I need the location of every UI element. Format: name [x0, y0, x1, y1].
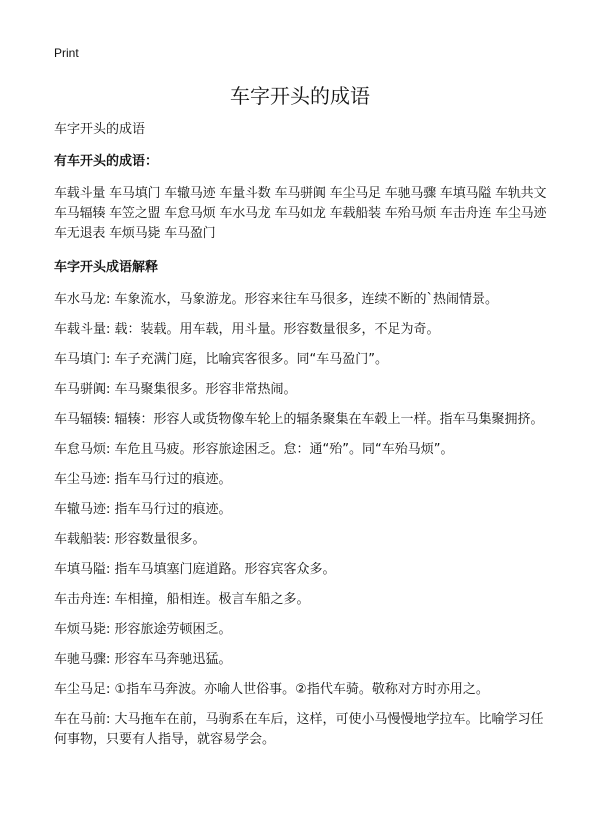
idiom-list-heading: 有车开头的成语： [54, 154, 159, 169]
explanation-entry: 车水马龙: 车象流水，马象游龙。形容来往车马很多，连续不断的`热闹情景。 [54, 292, 499, 307]
idiom-list: 车载斗量 车马填门 车辙马迹 车量斗数 车马骈阗 车尘马足 车驰马骤 车填马隘 车轨共文 车马辐辏 车笠之盟 车怠马烦 车水马龙 车马如龙 车载船装 车殆马烦 车击舟连 车尘马迹 车无退表 车烦马毙 车马盈门 [54, 186, 547, 241]
explanation-entry: 车马辐辏: 辐辏：形容人或货物像车轮上的辐条聚集在车毂上一样。指车马集聚拥挤。 [54, 412, 544, 427]
explanation-entry: 车烦马毙: 形容旅途劳顿困乏。 [54, 622, 232, 637]
page-title: 车字开头的成语 [230, 84, 370, 108]
print-label: Print [54, 46, 79, 60]
document-subtitle: 车字开头的成语 [54, 122, 146, 137]
explanation-heading: 车字开头成语解释 [54, 260, 159, 275]
document-body [54, 120, 550, 760]
explanation-entry: 车驰马骤: 形容车马奔驰迅猛。 [54, 652, 232, 667]
explanation-entry: 车辙马迹: 指车马行过的痕迹。 [54, 502, 232, 517]
explanation-entry: 车填马隘: 指车马填塞门庭道路。形容宾客众多。 [54, 562, 336, 577]
explanation-entry: 车马填门: 车子充满门庭，比喻宾客很多。同“车马盈门”。 [54, 352, 388, 367]
explanation-entry: 车载斗量: 载：装载。用车载，用斗量。形容数量很多，不足为奇。 [54, 322, 440, 337]
explanation-entry: 车马骈阗: 车马聚集很多。形容非常热闹。 [54, 382, 297, 397]
explanation-entry: 车怠马烦: 车危且马疲。形容旅途困乏。怠：通“殆”。同“车殆马烦”。 [54, 442, 454, 457]
explanation-entry: 车尘马迹: 指车马行过的痕迹。 [54, 472, 232, 487]
explanation-entry: 车尘马足: ①指车马奔波。亦喻人世俗事。②指代车骑。敬称对方时亦用之。 [54, 682, 489, 697]
explanation-list [54, 290, 550, 750]
explanation-entry: 车在马前: 大马拖车在前，马驹系在车后，这样，可使小马慢慢地学拉车。比喻学习任何事物，只要有人指导，就容易学会。 [54, 712, 544, 747]
explanation-entry: 车载船装: 形容数量很多。 [54, 532, 206, 547]
explanation-entry: 车击舟连: 车相撞，船相连。极言车船之多。 [54, 592, 310, 607]
